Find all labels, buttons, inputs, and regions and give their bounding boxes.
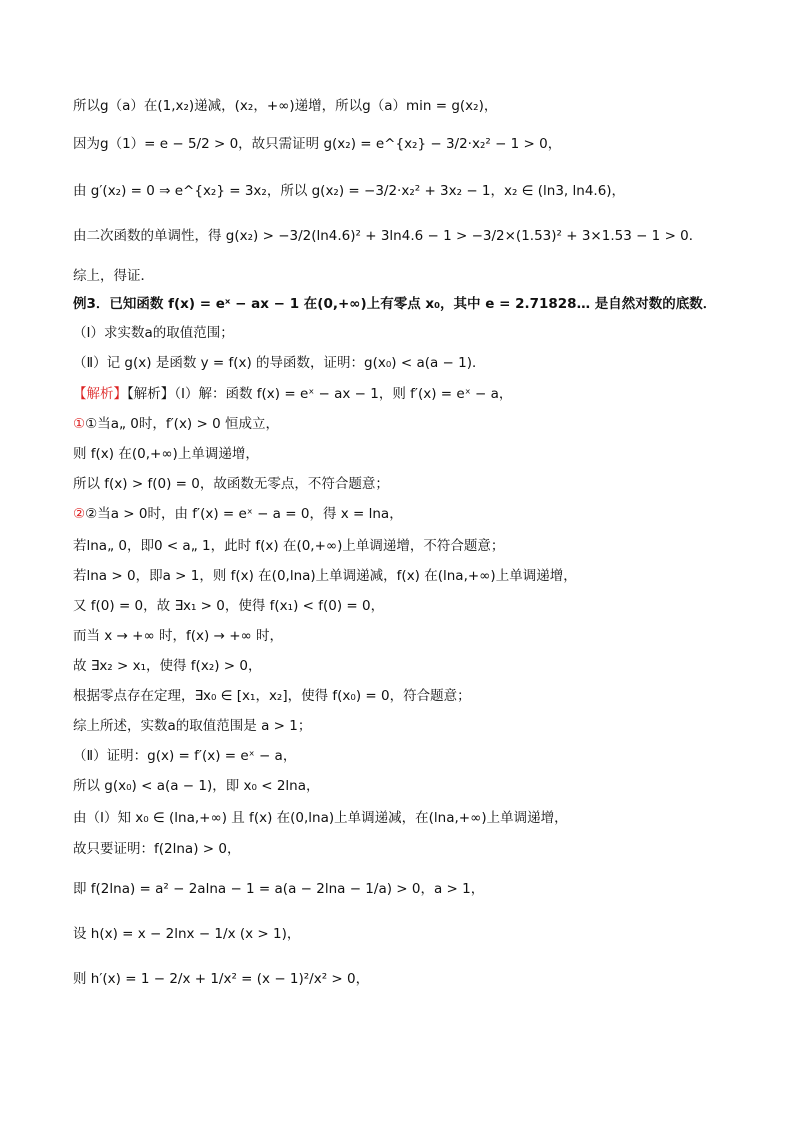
- case-1: [73, 415, 279, 433]
- question-1: （Ⅰ）求实数a的取值范围；: [73, 325, 234, 341]
- line-27: 则 h′(x) = 1 − 2/x + 1/x² = (x − 1)²/x² > 0，: [73, 971, 370, 987]
- analysis-text: 【解析】（Ⅰ）解：函数 f(x) = eˣ − ax − 1，则 f′(x) = eˣ − a，: [127, 386, 513, 402]
- line-15: 若lna > 0，即a > 1，则 f(x) 在(0,lna)上单调递减，f(x) 在(lna,+∞)上单调递增，: [73, 568, 577, 584]
- question-2: （Ⅱ）记 g(x) 是函数 y = f(x) 的导函数，证明：g(x₀) < a(a − 1)．: [73, 355, 486, 371]
- case-2: [73, 505, 403, 523]
- case-2-marker: ②: [73, 506, 86, 522]
- line-20: 综上所述，实数a的取值范围是 a > 1；: [73, 718, 312, 734]
- line-26: 设 h(x) = x − 2lnx − 1/x (x > 1)，: [73, 926, 301, 942]
- analysis-label: 【解析】: [73, 386, 127, 402]
- line-19: 根据零点存在定理，∃x₀ ∈ [x₁，x₂]，使得 f(x₀) = 0，符合题意；: [73, 688, 471, 704]
- line-1: 所以g（a）在(1,x₂)递减，(x₂，+∞)递增，所以g（a）min = g(x₂)，: [73, 98, 498, 114]
- line-2: 因为g（1）= e − 5/2 > 0，故只需证明 g(x₂) = e^{x₂} − 3/2·x₂² − 1 > 0，: [73, 136, 562, 152]
- case-1-marker: ①: [73, 416, 86, 432]
- line-14: 若lna„ 0，即0 < a„ 1，此时 f(x) 在(0,+∞)上单调递增，不符合题意；: [73, 538, 505, 554]
- line-4: 由二次函数的单调性，得 g(x₂) > −3/2(ln4.6)² + 3ln4.6 − 1 > −3/2×(1.53)² + 3×1.53 − 1 > 0．: [73, 228, 703, 244]
- line-16: 又 f(0) = 0，故 ∃x₁ > 0，使得 f(x₁) < f(0) = 0，: [73, 598, 385, 614]
- line-17: 而当 x → +∞ 时，f(x) → +∞ 时，: [73, 628, 284, 644]
- example-3-title: 例3．已知函数 f(x) = eˣ − ax − 1 在(0,+∞)上有零点 x₀，其中 e = 2.71828… 是自然对数的底数．: [73, 296, 717, 312]
- line-23: 由（Ⅰ）知 x₀ ∈ (lna,+∞) 且 f(x) 在(0,lna)上单调递减，在(lna,+∞)上单调递增，: [73, 810, 568, 826]
- line-3: 由 g′(x₂) = 0 ⇒ e^{x₂} = 3x₂，所以 g(x₂) = −3/2·x₂² + 3x₂ − 1，x₂ ∈ (ln3, ln4.6)，: [73, 183, 626, 199]
- line-5: 综上，得证．: [73, 268, 154, 284]
- line-12: 所以 f(x) > f(0) = 0，故函数无零点，不符合题意；: [73, 476, 389, 492]
- line-18: 故 ∃x₂ > x₁，使得 f(x₂) > 0，: [73, 658, 262, 674]
- case-1-text: ①当a„ 0时，f′(x) > 0 恒成立，: [85, 416, 279, 432]
- line-24: 故只要证明：f(2lna) > 0，: [73, 841, 241, 857]
- analysis-start: [73, 385, 512, 403]
- case-2-text: ②当a > 0时，由 f′(x) = eˣ − a = 0，得 x = lna，: [85, 506, 403, 522]
- line-22: 所以 g(x₀) < a(a − 1)，即 x₀ < 2lna，: [73, 778, 320, 794]
- line-21: （Ⅱ）证明：g(x) = f′(x) = eˣ − a，: [73, 748, 297, 764]
- line-11: 则 f(x) 在(0,+∞)上单调递增，: [73, 446, 259, 462]
- line-25: 即 f(2lna) = a² − 2alna − 1 = a(a − 2lna − 1/a) > 0，a > 1，: [73, 881, 485, 897]
